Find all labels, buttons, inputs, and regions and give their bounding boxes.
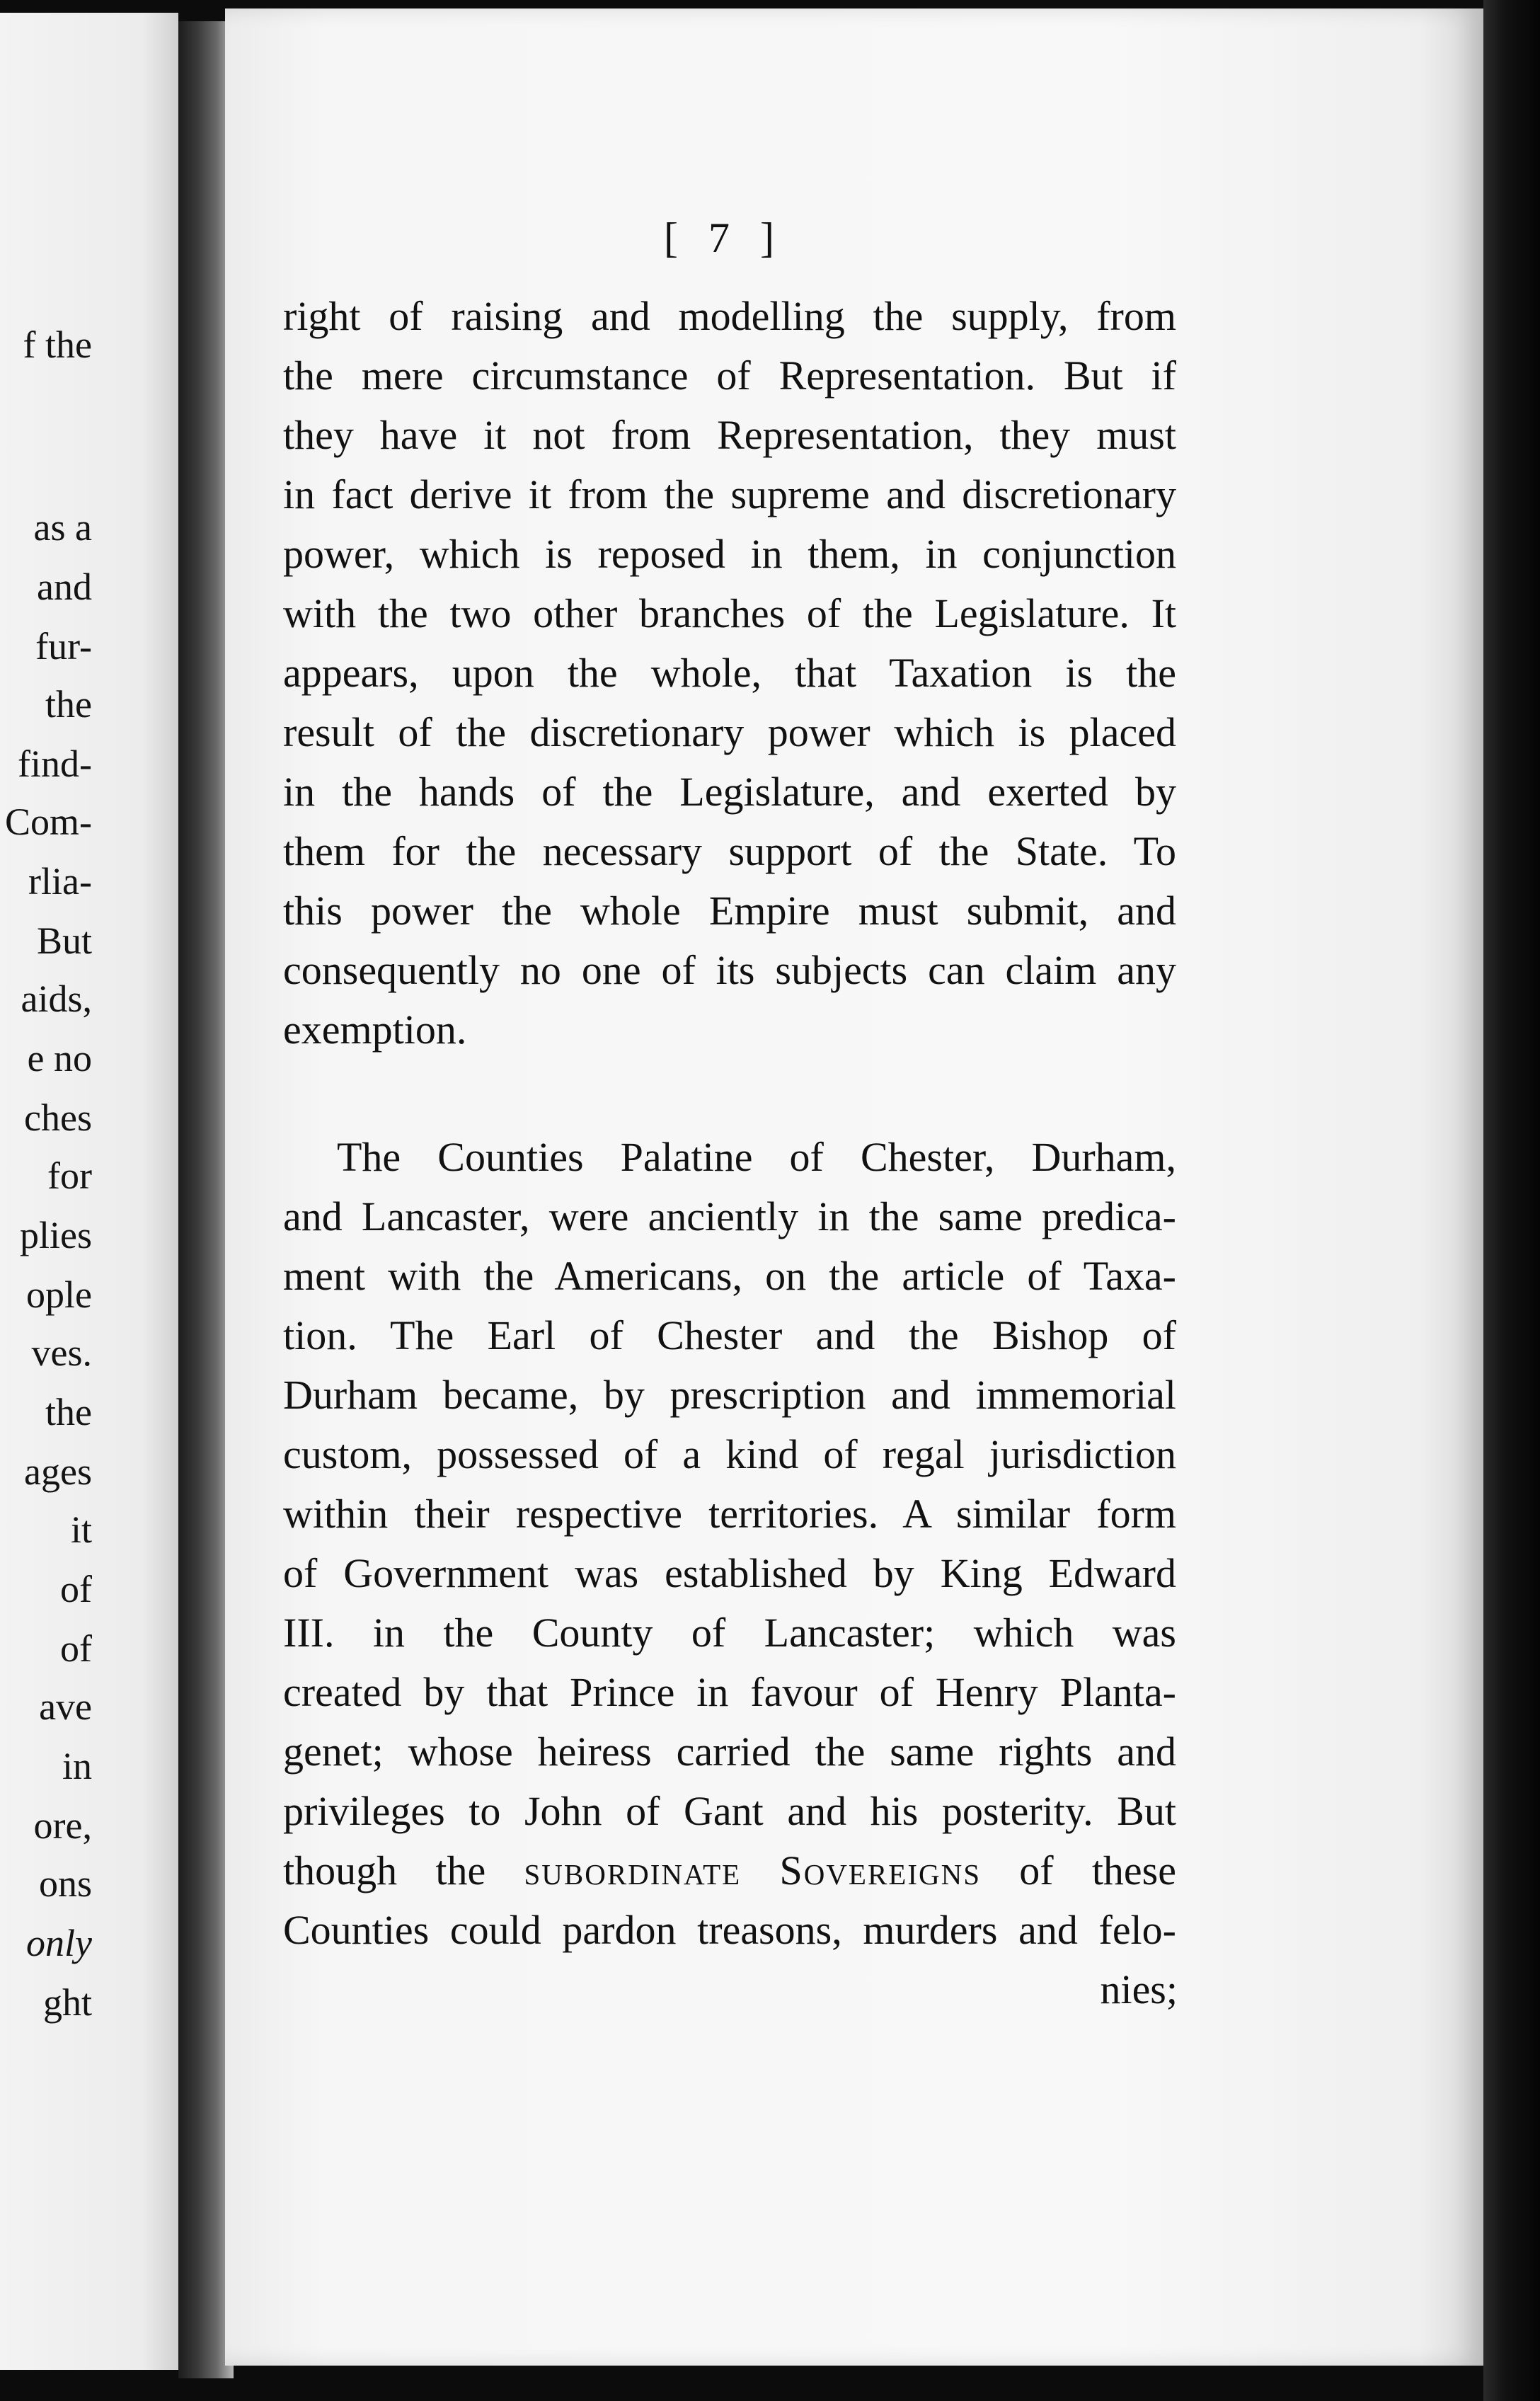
text-line: appears, upon the whole, that Taxation is the <box>283 650 1176 696</box>
small-caps-term: Sovereigns <box>779 1847 982 1893</box>
left-page-line: ave <box>39 1685 92 1728</box>
text-line: Durham became, by prescription and immemorial <box>283 1372 1176 1418</box>
text-line: tion. The Earl of Chester and the Bishop of <box>283 1312 1176 1358</box>
left-page-line: find- <box>18 743 92 785</box>
text-fragment <box>741 1847 779 1893</box>
text-line: consequently no one of its subjects can claim any <box>283 947 1176 993</box>
left-page-line: the <box>45 683 92 726</box>
text-line: in fact derive it from the supreme and discretionary <box>283 471 1176 517</box>
left-page-line: ght <box>42 1981 92 2024</box>
text-line: within their respective territories. A similar form <box>283 1491 1176 1537</box>
text-line: Counties could pardon treasons, murders and felo- <box>283 1907 1176 1953</box>
text-fragment: though the <box>283 1847 524 1893</box>
left-page-line: as a <box>33 506 92 549</box>
text-line: this power the whole Empire must submit, and <box>283 888 1176 934</box>
text-line: they have it not from Representation, they must <box>283 412 1176 458</box>
left-page-line: the <box>45 1391 92 1433</box>
text-line: The Counties Palatine of Chester, Durham, <box>337 1134 1176 1180</box>
left-page-line: for <box>47 1154 92 1197</box>
left-page-line: f the <box>23 323 92 366</box>
left-page-line: ches <box>24 1096 92 1139</box>
left-page-line: Com- <box>4 801 92 843</box>
left-page-line: e no <box>27 1037 92 1079</box>
left-page-line: ons <box>38 1862 92 1905</box>
left-page-line: ople <box>26 1273 92 1316</box>
catchword: nies; <box>1100 1966 1178 2012</box>
text-line: power, which is reposed in them, in conjunction <box>283 531 1176 577</box>
page-number: [ 7 ] <box>664 214 784 261</box>
text-line: right of raising and modelling the supply, from <box>283 293 1176 339</box>
left-page-line: But <box>36 919 92 962</box>
text-line: privileges to John of Gant and his posterity. But <box>283 1788 1176 1834</box>
left-page-line: and <box>37 566 92 608</box>
text-line-small-caps <box>283 1847 1176 1893</box>
left-page-line: plies <box>20 1214 92 1256</box>
text-fragment: of these <box>981 1847 1176 1893</box>
text-line: of Government was established by King Edward <box>283 1550 1176 1596</box>
left-page-line: ore, <box>33 1804 92 1847</box>
text-line: and Lancaster, were anciently in the same predica- <box>283 1193 1176 1239</box>
left-page-line: rlia- <box>28 860 92 902</box>
left-page-line: aids, <box>21 978 92 1020</box>
text-line: with the two other branches of the Legislature. It <box>283 590 1176 636</box>
scan-edge-shadow <box>1483 0 1540 2401</box>
left-page-line: ages <box>24 1450 92 1493</box>
left-page-line: it <box>70 1508 92 1551</box>
left-page-line: ves. <box>31 1331 92 1374</box>
left-page-line: in <box>62 1745 92 1787</box>
text-line: in the hands of the Legislature, and exerted by <box>283 769 1176 815</box>
left-page-line: of <box>60 1627 92 1670</box>
left-page-line: fur- <box>35 625 92 667</box>
text-line: III. in the County of Lancaster; which was <box>283 1610 1176 1656</box>
text-line: custom, possessed of a kind of regal jurisdiction <box>283 1431 1176 1477</box>
text-line: the mere circumstance of Representation. But if <box>283 353 1176 399</box>
text-line: exemption. <box>283 1007 467 1053</box>
left-page-line: of <box>60 1568 92 1610</box>
text-line: ment with the Americans, on the article of Taxa- <box>283 1253 1176 1299</box>
text-line: result of the discretionary power which is placed <box>283 709 1176 755</box>
text-line: genet; whose heiress carried the same rights and <box>283 1729 1176 1775</box>
left-page-line: only <box>26 1922 92 1964</box>
text-line: created by that Prince in favour of Henry Planta- <box>283 1669 1176 1715</box>
small-caps-term: subordinate <box>524 1847 742 1893</box>
text-line: them for the necessary support of the State. To <box>283 828 1176 874</box>
left-facing-page-fragment <box>0 13 178 2370</box>
